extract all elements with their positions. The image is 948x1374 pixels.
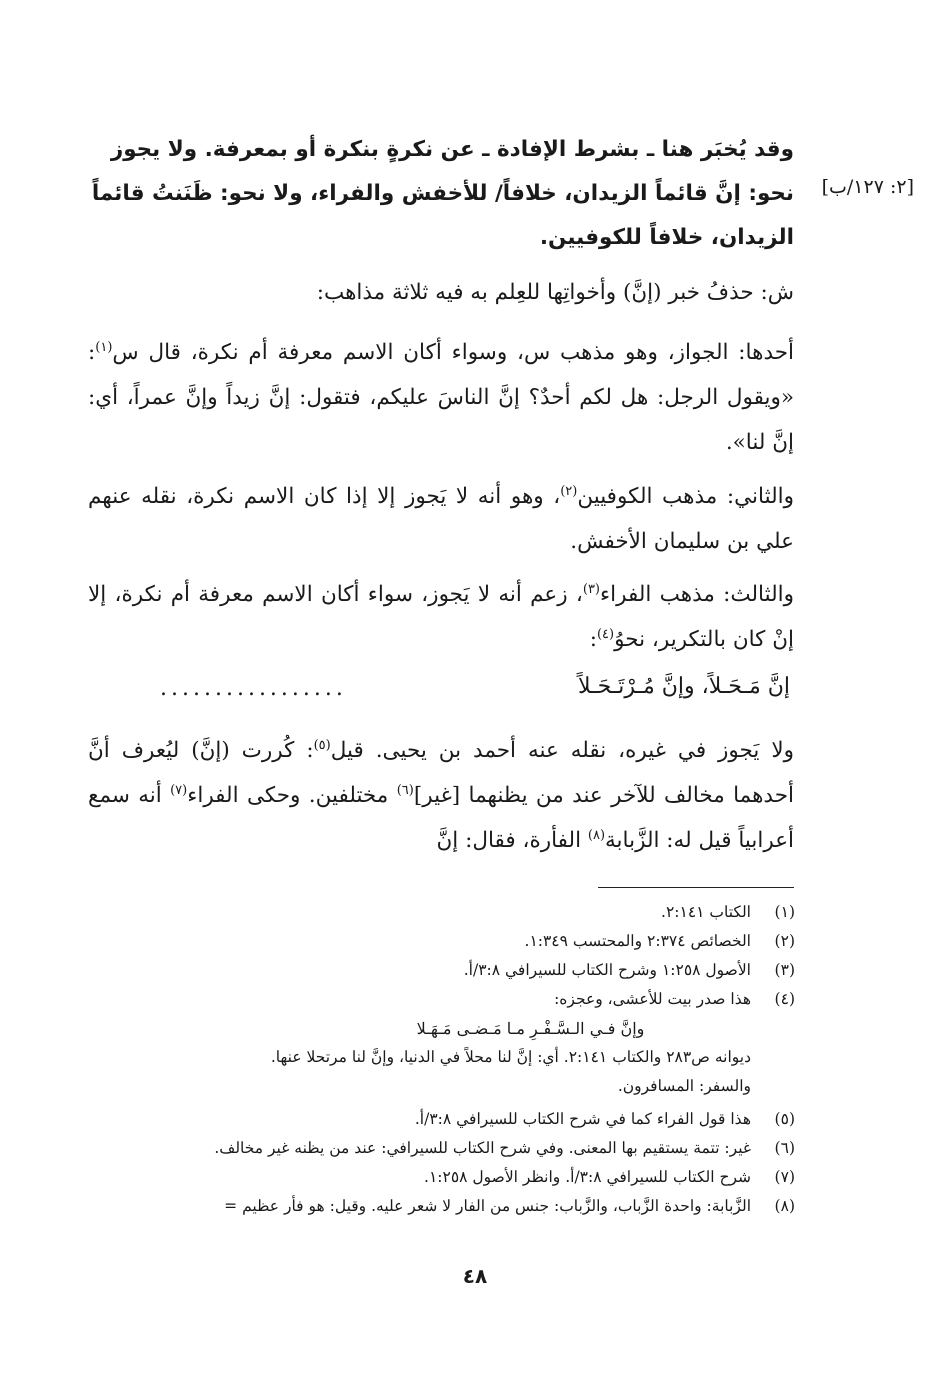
footnote-number: (٨) — [774, 1197, 795, 1215]
matn-text — [88, 128, 794, 260]
verse-omission-dots: ................. — [160, 676, 347, 701]
footnote-item — [70, 898, 795, 927]
matn-line-2: نحو: إنَّ قائماً الزيدان، خلافاً/ للأخفش والفراء، ولا نحو: ظَنَنتُ قائماً — [91, 181, 794, 206]
footnote-text: الزَّبابة: واحدة الزَّباب، والزَّباب: جنس من الفار لا شعر عليه. وقيل: هو فأر عظيم = — [224, 1197, 751, 1215]
footnote-number: (٢) — [774, 932, 795, 950]
paragraph-fourth: ولا يَجوز في غيره، نقله عنه أحمد بن يحيى. قيل$^{(٥)}$: كُررت (إنَّ) ليُعرف أنَّ أحدهما مخالف للآخر عند من يظنهما [غير]$^{(٦)}$ مختلفين. وحكى الفراء$^{(٧)}$ أنه سمع أعرابياً قيل له: الزَّبابة$^{(٨)}$ الفأرة، فقال: إنَّ — [88, 737, 794, 853]
footnote-text: الخصائص ٢:٣٧٤ والمحتسب ١:٣٤٩. — [524, 932, 751, 950]
footnote-text: شرح الكتاب للسيرافي ٣:٨/أ. وانظر الأصول ١:٢٥٨. — [424, 1168, 751, 1186]
footnote-verse: وإنَّ فـي الـسَّـفْـرِ مـا مَـضـى مَـهَـلا — [416, 1019, 645, 1038]
paragraph-second-view: والثاني: مذهب الكوفيين$^{(٢)}$، وهو أنه لا يَجوز إلا إذا كان الاسم نكرة، نقله عنهم علي بن سليمان الأخفش. — [88, 483, 794, 554]
footnote-text: هذا صدر بيت للأعشى، وعجزه: — [554, 990, 751, 1008]
footnote-item — [70, 1105, 795, 1134]
footnote-item — [70, 1134, 795, 1163]
sharh-intro: ش: حذفُ خبر (إنَّ) وأخواتِها للعِلم به فيه ثلاثة مذاهب: — [316, 280, 794, 305]
footnote-ref-1[interactable]: (١) — [95, 339, 113, 355]
page-number: ٤٨ — [462, 1264, 488, 1288]
matn-line-3: الزيدان، خلافاً للكوفيين. — [539, 225, 794, 250]
footnote-number: (٧) — [774, 1168, 795, 1186]
footnote-separator — [598, 887, 794, 888]
footnote-item — [70, 1192, 795, 1221]
footnote-text: هذا قول الفراء كما في شرح الكتاب للسيرافي ٣:٨/أ. — [414, 1110, 751, 1128]
poetry-verse — [150, 672, 790, 716]
paragraph-first-view: أحدها: الجواز، وهو مذهب س، وسواء أكان الاسم معرفة أم نكرة، قال س$^{(١)}$: «ويقول الرجل: هل لكم أحدٌ؟ إنَّ الناسَ عليكم، فتقول: إنَّ زيداً وإنَّ عمراً، أي: إنَّ لنا». — [88, 339, 794, 455]
footnote-ref-4[interactable]: (٤) — [596, 626, 615, 642]
footnote-number: (١) — [774, 903, 795, 921]
footnote-text-continued: والسفر: المسافرون. — [617, 1077, 751, 1095]
manuscript-folio-reference: [٢: ١٢٧/ب] — [821, 176, 914, 198]
footnote-item — [70, 1163, 795, 1192]
footnote-text: الكتاب ٢:١٤١. — [661, 903, 751, 921]
footnote-ref-7[interactable]: (٧) — [170, 782, 188, 798]
footnote-number: (٣) — [774, 961, 795, 979]
footnote-text: الأصول ١:٢٥٨ وشرح الكتاب للسيرافي ٣:٨/أ. — [463, 961, 751, 979]
footnote-item — [70, 927, 795, 956]
footnote-ref-5[interactable]: (٥) — [313, 737, 331, 753]
footnote-number: (٦) — [774, 1139, 795, 1157]
footnote-ref-8[interactable]: (٨) — [587, 827, 606, 843]
matn-line-1: وقد يُخبَر هنا ـ بشرط الإفادة ـ عن نكرةٍ بنكرة أو بمعرفة. ولا يجوز — [110, 137, 794, 162]
footnote-ref-3[interactable]: (٣) — [582, 581, 600, 597]
footnote-item — [70, 956, 795, 985]
footnote-item — [70, 985, 795, 1101]
verse-hemistich: إنَّ مَـحَـلاً، وإنَّ مُـرْتَـحَـلاً — [578, 674, 790, 699]
footnote-text-continued: ديوانه ص٢٨٣ والكتاب ٢:١٤١. أي: إنَّ لنا محلاً في الدنيا، وإنَّ لنا مرتحلا عنها. — [270, 1048, 751, 1066]
footnote-ref-6[interactable]: (٦) — [396, 782, 414, 798]
footnote-number: (٤) — [774, 990, 795, 1008]
paragraph-third-view: والثالث: مذهب الفراء$^{(٣)}$، زعم أنه لا يَجوز، سواء أكان الاسم معرفة أم نكرة، إلا إنْ كان بالتكرير، نحوُ$^{(٤)}$: — [88, 581, 795, 652]
footnote-text: غير: تتمة يستقيم بها المعنى. وفي شرح الكتاب للسيرافي: عند من يظنه غير مخالف. — [214, 1139, 751, 1157]
footnotes — [70, 898, 795, 1221]
footnote-number: (٥) — [774, 1110, 795, 1128]
footnote-ref-2[interactable]: (٢) — [560, 483, 578, 499]
